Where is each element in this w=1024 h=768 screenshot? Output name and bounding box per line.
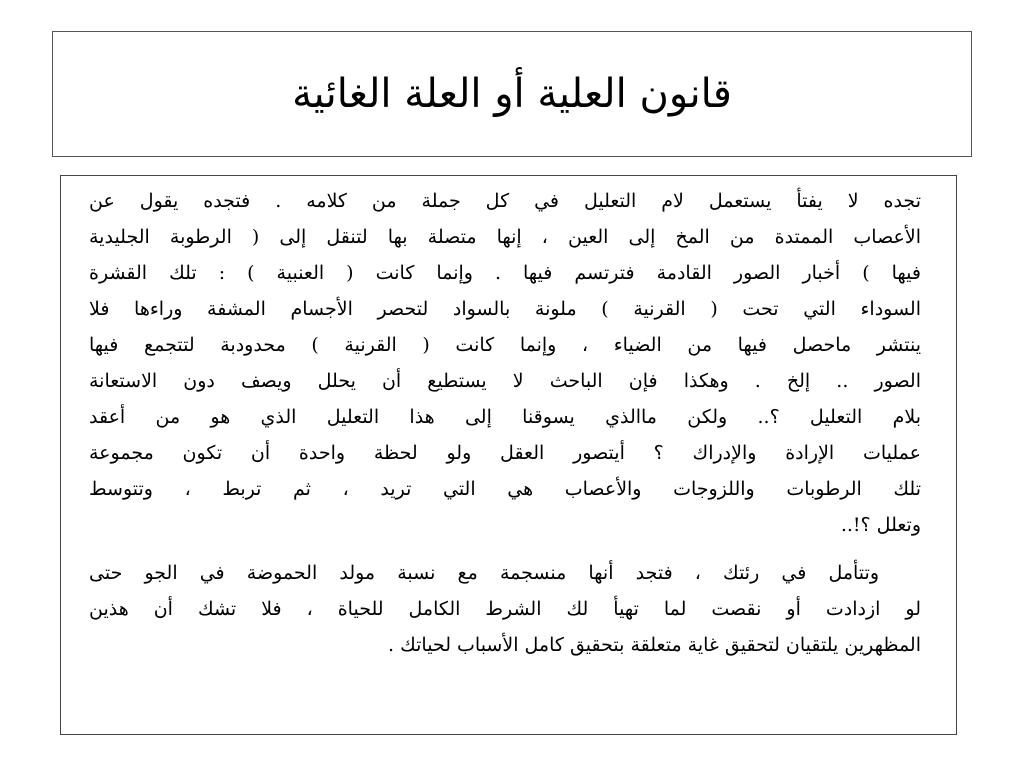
text-excerpt-box	[60, 175, 957, 735]
text-line: الأعصاب الممتدة من المخ إلى العين ، إنها متصلة بها لتنقل إلى ( الرطوبة الجليدية	[89, 226, 921, 248]
text-line: المظهرين يلتقيان لتحقيق غاية متعلقة بتحقيق كامل الأسباب لحياتك .	[388, 634, 921, 656]
text-line: فيها ) أخبار الصور القادمة فترتسم فيها . وإنما كانت ( العنبية ) : تلك القشرة	[89, 262, 921, 284]
text-line: تجده لا يفتأ يستعمل لام التعليل في كل جملة من كلامه . فتجده يقول عن	[89, 190, 921, 212]
text-line: وتعلل ؟!..	[840, 514, 921, 536]
text-line: تلك الرطوبات واللزوجات والأعصاب هي التي تريد ، ثم تربط ، وتتوسط	[89, 478, 921, 500]
text-line: السوداء التي تحت ( القرنية ) ملونة بالسواد لتحصر الأجسام المشفة وراءها فلا	[89, 298, 921, 320]
text-line: ينتشر ماحصل فيها من الضياء ، وإنما كانت ( القرنية ) محدودبة لتتجمع فيها	[89, 334, 921, 356]
text-line: بلام التعليل ؟.. ولكن ماالذي يسوقنا إلى هذا التعليل الذي هو من أعقد	[89, 406, 921, 428]
slide-title: قانون العلية أو العلة الغائية	[292, 71, 732, 117]
text-line: الصور .. إلخ . وهكذا فإن الباحث لا يستطيع أن يحلل ويصف دون الاستعانة	[89, 370, 921, 392]
text-line: لو ازدادت أو نقصت لما تهيأ لك الشرط الكامل للحياة ، فلا تشك أن هذين	[89, 598, 921, 620]
slide-title-box	[52, 31, 972, 157]
text-line: عمليات الإرادة والإدراك ؟ أيتصور العقل ولو لحظة واحدة أن تكون مجموعة	[89, 442, 921, 464]
text-line: وتتأمل في رئتك ، فتجد أنها منسجمة مع نسبة مولد الحموضة في الجو حتى	[89, 562, 879, 584]
